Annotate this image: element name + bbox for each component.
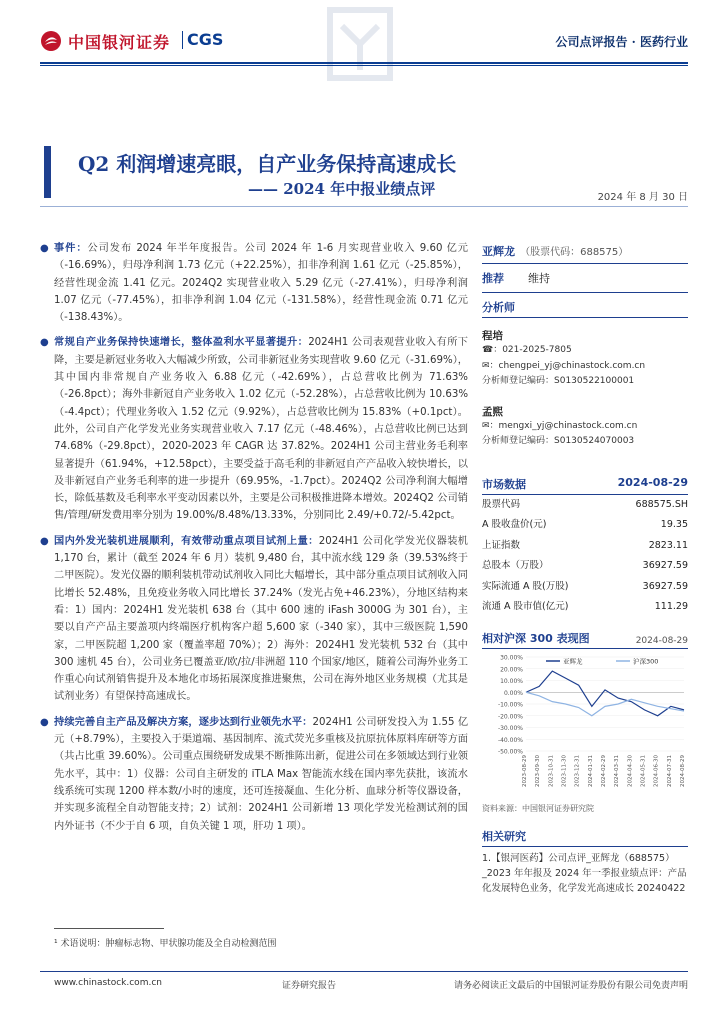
- analyst-cert: 分析师登记编码：S0130522100001: [482, 376, 635, 386]
- report-title: Q2 利润增速亮眼，自产业务保持高速成长: [78, 152, 457, 176]
- footnote-rule: [54, 928, 164, 929]
- x-tick-label: 2024-06-30: [653, 754, 660, 787]
- footnote: ¹ 术语说明：肿瘤标志物、甲状腺功能及全自动检测范围: [54, 939, 277, 949]
- logo-divider: [182, 31, 183, 49]
- stock-code: （股票代码：688575）: [520, 247, 629, 258]
- chart-section: [482, 630, 688, 814]
- stock-name: 亚辉龙: [482, 245, 515, 258]
- market-data-value: 2823.11: [648, 539, 688, 551]
- related-research-item[interactable]: 1.【银河医药】公司点评_亚辉龙（688575）_2023 年年报及 2024 年一季报业绩点评：产品化发展特色业务，化学发光高速成长 20240422: [482, 852, 687, 894]
- analyst-name: 程培: [482, 330, 503, 342]
- paragraph-business: [40, 334, 468, 524]
- series-line-亚辉龙: [526, 671, 684, 716]
- market-data-row: [482, 495, 688, 516]
- x-tick-label: 2023-11-30: [561, 754, 568, 787]
- analyst-phone: ☎：021-2025-7805: [482, 345, 572, 355]
- market-data-value: 688575.SH: [635, 498, 688, 510]
- chart-source: 资料来源：中国银河证券研究院: [482, 803, 594, 813]
- market-data-date: 2024-08-29: [617, 475, 688, 489]
- market-data-row: [482, 556, 688, 577]
- y-tick-label: -50.00%: [497, 748, 523, 755]
- y-tick-label: 10.00%: [500, 677, 523, 685]
- chart-date: 2024-08-29: [635, 635, 688, 646]
- legend-label: 沪深300: [633, 657, 659, 665]
- market-data-header: [482, 476, 688, 495]
- paragraph-lead: 国内外发光装机进展顺利，有效带动重点项目试剂上量：: [54, 535, 319, 547]
- logo-icon: [40, 30, 62, 52]
- x-tick-label: 2024-03-31: [614, 754, 621, 787]
- y-tick-label: -20.00%: [497, 712, 523, 720]
- market-data-title: 市场数据: [482, 477, 526, 491]
- y-tick-label: -10.00%: [497, 701, 523, 708]
- analyst-email: ✉：chengpei_yj@chinastock.com.cn: [482, 360, 646, 371]
- y-tick-label: 0.00%: [503, 689, 523, 697]
- x-tick-label: 2023-12-31: [574, 754, 581, 787]
- paragraph-installation: [40, 533, 468, 706]
- main-text-column: [40, 240, 469, 843]
- x-tick-label: 2024-08-29: [680, 754, 686, 787]
- report-type-label: 公司点评报告 · 医药行业: [555, 35, 688, 49]
- paragraph-text: 公司发布 2024 年半年度报告。公司 2024 年 1-6 月实现营业收入 9.60 亿元（-16.69%），归母净利润 1.73 亿元（+22.25%），扣非净利润 1.61 亿元（-25.85%），经营性现金流 1.41 亿元。2024Q2 实现营业收入 5.29 亿元（-27.41%），归母净利润 1.07 亿元（-77.45%），扣非净利润 1.04 亿元（-131.58%），经营性现金流 0.71 亿元（-138.43%）。: [54, 243, 468, 324]
- bullet-icon: ●: [40, 535, 49, 547]
- bullet-icon: ●: [40, 243, 49, 254]
- paragraph-event: [40, 240, 468, 326]
- report-date: 2024 年 8 月 30 日: [597, 192, 688, 203]
- analyst-section-title: 分析师: [482, 301, 515, 314]
- y-tick-label: -40.00%: [497, 736, 523, 744]
- market-data-value: 19.35: [660, 519, 688, 530]
- chart-title: 相对沪深 300 表现图: [482, 631, 590, 645]
- x-tick-label: 2024-07-31: [666, 754, 673, 787]
- brand-abbreviation: CGS: [187, 30, 224, 49]
- analyst-cert: 分析师登记编码：S0130524070003: [482, 436, 635, 446]
- y-tick-label: -30.00%: [497, 724, 523, 732]
- paragraph-text: 2024H1 公司研发投入为 1.55 亿元（+8.79%），主要投入于渠道端、基因制库、流式荧光多重核及抗原抗体原料库研等方面（共占比重 39.60%）。公司重点围绕研发成果不断推陈出新，促进公司在多领域达到行业领先水平，其中：1）仪器：公司自主研发的 iTLA Max 智能流水线在国内率先获批，该流水线系统可实现 1200 样本数/小时的速度，还可连接凝血、生化分析、血球分析等仪器设备，并实现多流程全自动智能支持；2）试剂：2024H1 公司新增 13 项化学发光检测试剂的国内外证书（不少于自 6 项，自负关键 1 项，肝功 1 项）。: [54, 716, 469, 832]
- market-data-label: 股票代码: [482, 498, 521, 510]
- market-data-label: A 股收盘价(元): [482, 519, 547, 530]
- sidebar: [482, 240, 688, 896]
- paragraph-lead: 常规自产业务保持快速增长，整体盈利水平显著提升：: [54, 337, 309, 349]
- x-tick-label: 2024-05-31: [640, 754, 647, 787]
- paragraph-text: 2024H1 公司表观营业收入有所下降，主要是新冠业务收入大幅减少所致，公司非新冠业务实现营收 9.60 亿元（-31.69%），其中国内非常规自产业务收入 6.88 亿元（-42.69%），占总营收比例为 71.63%（-26.8pct）；海外非新冠自产业务收入 1.02 亿元（-52.28%），占总营收比例为 10.63%（-4.4pct）；代理业务收入 1.52 亿元（9.92%），占总营收比例为 15.83%（+0.1pct）。此外，公司自产化学发光业务实现营业收入 7.17 亿元（-48.46%），占总营收比例已达到 74.68%（-29.8pct），2020-2023 年 CAGR 达 37.82%。2024H1 公司主营业务毛利率显著提升（61.94%，+12.58pct），主要受益于高毛利的非新冠自产产品收入较快增长，以及非新冠自产业务毛利率的进一步提升（69.95%，-1.7pct）。2024Q2 公司净利润大幅增长，除低基数及毛利率水平变动因素以外，主要是公司积极推进降本增效。2024Q2 公司销售/管理/研发费用率分别为 19.00%/8.48%/13.33%，分别同比 2.49/+0.72/-5.42pct。: [54, 337, 468, 522]
- y-tick-label: 20.00%: [500, 665, 523, 673]
- market-data-value: 36927.59: [642, 560, 688, 571]
- relative-performance-chart: [482, 649, 688, 799]
- rating-label: 推荐: [482, 272, 504, 285]
- related-research: [482, 828, 688, 896]
- x-tick-label: 2024-02-29: [601, 754, 607, 787]
- market-data-row: [482, 597, 688, 618]
- title-accent-bar: [44, 146, 51, 198]
- market-data-label: 流通 A 股市值(亿元): [482, 601, 569, 612]
- paragraph-lead: 持续完善自主产品及解决方案，逐步达到行业领先水平：: [54, 716, 313, 728]
- header-rule: [40, 62, 688, 64]
- footer-disclaimer: 请务必阅读正文最后的中国银河证券股份有限公司免责声明: [453, 981, 688, 991]
- market-data-row: [482, 536, 688, 557]
- paragraph-text: 2024H1 公司化学发光仪器装机 1,170 台，累计（截至 2024 年 6 月）装机 9,480 台，其中流水线 129 条（39.53%终于二甲医院）。发光仪器的顺利装机带动试剂收入同比大幅增长，其中部分重点项目试剂收入同比增长 52.48%，且免疫业务收入同比增长 37.24%（发光占免+46.23%），分地区结构来看：1）国内：2024H1 发光装机 638 台（其中 600 速的 iFash 3000G 为 301 台），主要以自产产品主要盖项内终端医疗机构客户超 5,600 家（-340 家），其中三级医院 1,590 家，二甲医院超 1,200 家（覆盖率超 70%）；2）海外：2024H1 发光装机 532 台（其中 300 速机 45 台），公司业务已覆盖亚/欧/拉/非洲超 110 个国家/地区，随着公司海外业务工作重心向试剂销售提升及本地化市场拓展深度推进聚焦，公司在海外地区业务规模（尤其是试剂业务）有望保持高速成长。: [54, 535, 468, 703]
- paragraph-rd: [40, 714, 469, 835]
- footer-website-link[interactable]: www.chinastock.com.cn: [54, 978, 162, 988]
- sidebar-rule: [482, 317, 688, 318]
- market-data-label: 总股本（万股）: [482, 560, 549, 571]
- analyst-name: 孟熙: [482, 405, 503, 418]
- related-research-title: 相关研究: [482, 828, 688, 847]
- market-data-table: [482, 476, 688, 618]
- market-data-rows: [482, 495, 688, 618]
- y-tick-label: 30.00%: [500, 654, 523, 661]
- x-tick-label: 2024-01-31: [587, 754, 594, 787]
- header-rule-thin: [40, 65, 688, 66]
- report-subtitle: —— 2024 年中报业绩点评: [248, 180, 436, 198]
- market-data-label: 实际流通 A 股(万股): [482, 580, 569, 592]
- stock-header: [482, 240, 688, 263]
- x-tick-label: 2023-09-30: [535, 754, 542, 787]
- rating-row: [482, 264, 688, 292]
- paragraph-lead: 事件：: [54, 243, 88, 254]
- sidebar-rule: [482, 292, 688, 293]
- market-data-label: 上证指数: [482, 539, 521, 551]
- market-data-row: [482, 515, 688, 536]
- watermark-logo: [322, 6, 398, 82]
- brand-name: 中国银河证券: [68, 33, 171, 52]
- x-tick-label: 2023-08-29: [522, 754, 528, 787]
- x-tick-label: 2024-04-30: [627, 754, 634, 787]
- bullet-icon: ●: [40, 337, 49, 349]
- x-tick-label: 2023-10-31: [548, 754, 555, 787]
- chart-header: [482, 630, 688, 649]
- title-rule: [40, 206, 688, 207]
- bullet-icon: ●: [40, 716, 49, 728]
- market-data-value: 36927.59: [642, 580, 688, 592]
- footer-rule: [40, 971, 688, 972]
- rating-value: 维持: [528, 272, 550, 285]
- market-data-value: 111.29: [654, 601, 688, 612]
- market-data-row: [482, 577, 688, 598]
- legend-label: 亚辉龙: [563, 657, 583, 665]
- analyst-email: ✉：mengxi_yj@chinastock.com.cn: [482, 420, 638, 431]
- analyst-card: [482, 328, 688, 390]
- analyst-card: [482, 404, 688, 450]
- footer-center-label: 证券研究报告: [282, 981, 337, 991]
